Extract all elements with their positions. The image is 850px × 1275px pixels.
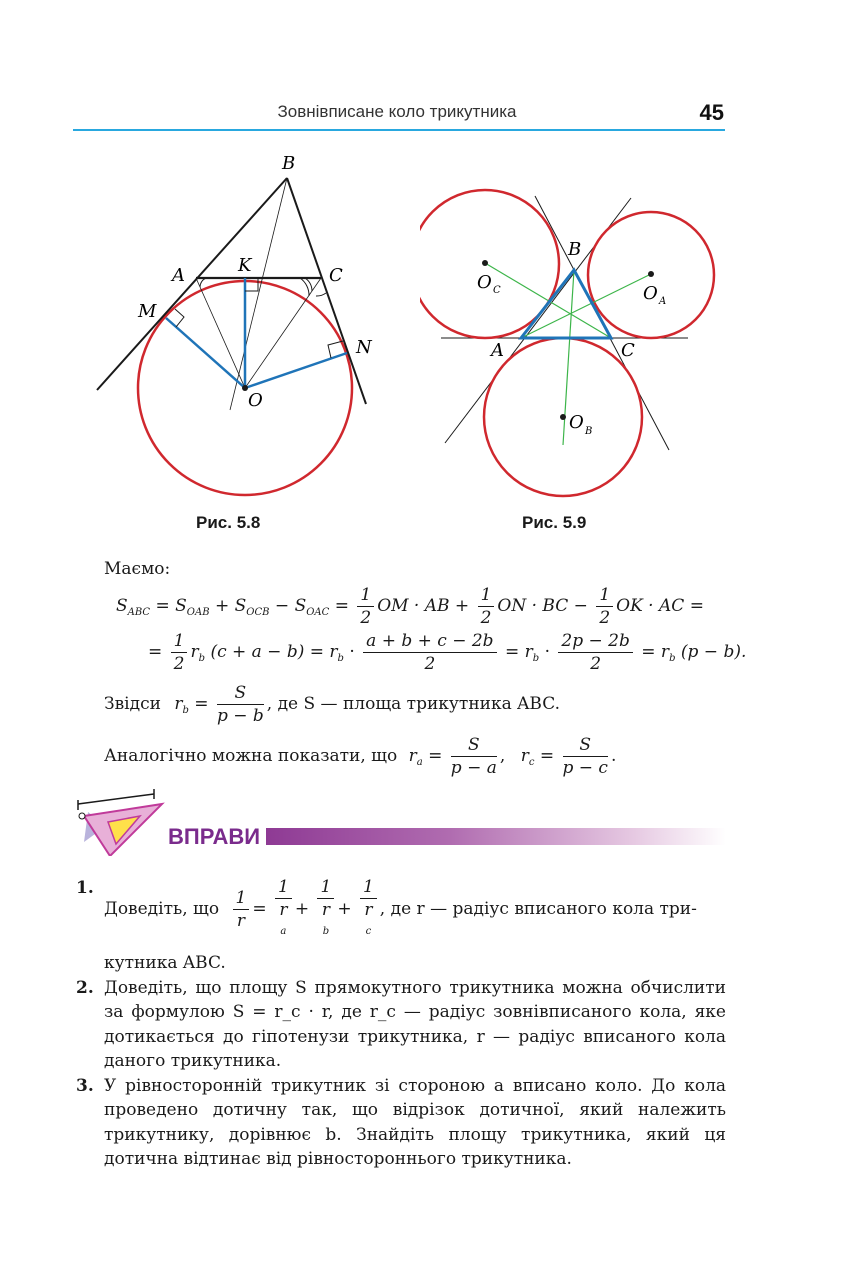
exercise-2: 2. Доведіть, що площу S прямокутного трикутника можна обчислити за формулою S = r_c · r, де r_c — радіус зовнівписаного кола, яке дотикається до гіпотенузи трикутника, r — радіус вписаного кола даного трикутника. <box>76 977 726 1071</box>
label-c: C <box>329 265 343 286</box>
triangle-abc <box>521 270 611 338</box>
label-ob: O <box>569 412 584 433</box>
label-oa: O <box>643 283 658 304</box>
exercises-bar <box>266 828 726 845</box>
text-similar: Аналогічно можна показати, що $r_a$ = $\frac{S}{p - a}$ , $r_c$ = $\frac{S}{p - c}$ . <box>104 735 617 778</box>
text-have: Маємо: <box>104 559 171 579</box>
label-m: M <box>138 301 157 322</box>
bisector-a <box>196 278 245 388</box>
label-ob-sub: B <box>585 426 593 437</box>
figure-5-9 <box>420 140 730 540</box>
angle-mark-a <box>200 278 206 287</box>
angle-mark-c3 <box>316 293 326 296</box>
exercise-1: 1. Доведіть, що $\frac{1}{r}$ = 1 r a + 1 r b + 1 r c , де r — радіус вписаного кола три- кутника ABC. <box>76 877 697 973</box>
equation-1: $S_{ABC} = S_{OAB} + S_{OCB} - S_{OAC}$ = $\frac{1}{2}$ OM · AB + $\frac{1}{2}$ ON · BC − $\frac{1}{2}$ OK · AC = <box>116 585 704 628</box>
label-b: B <box>282 153 296 174</box>
center-oa <box>648 271 654 277</box>
caption-5-9: Рис. 5.9 <box>522 513 587 532</box>
label-b: B <box>568 239 582 260</box>
label-a: A <box>491 340 504 361</box>
label-oc-sub: C <box>493 285 501 296</box>
radius-om <box>166 318 245 388</box>
figure-5-8 <box>0 140 420 540</box>
caption-5-8: Рис. 5.8 <box>196 513 261 532</box>
exercises-icon <box>70 786 170 856</box>
exercises-title: ВПРАВИ <box>168 824 261 849</box>
center-ob <box>560 414 566 420</box>
equation-2: = $\frac{1}{2}$ $r_b$ $(c + a - b) = r_b$ · $\frac{a + b + c - 2b}{2}$ = $r_b$ · $\frac{2p - 2b}{2}$ = $r_b$ (p − b). <box>148 631 747 674</box>
label-oc: O <box>477 272 492 293</box>
running-header: Зовнівписане коло трикутника <box>277 102 517 121</box>
bisector-oa <box>521 274 651 338</box>
radius-on <box>245 353 347 388</box>
label-n: N <box>356 337 372 358</box>
label-c: C <box>621 340 635 361</box>
right-angle-m <box>175 309 184 327</box>
label-o: O <box>248 390 263 411</box>
bisector-c <box>245 278 321 388</box>
exercises-list <box>76 876 726 1172</box>
label-oa-sub: A <box>659 296 667 307</box>
text-hence: Звідси $r_b$ = $\frac{S}{p - b}$ , де S — площа трикутника ABC. <box>104 683 561 726</box>
header-rule <box>73 129 725 131</box>
label-a: A <box>172 265 185 286</box>
center-oc <box>482 260 488 266</box>
bisector-b <box>230 178 287 410</box>
label-k: K <box>238 255 252 276</box>
exercise-3: 3. У рівносторонній трикутник зі стороною a вписано коло. До кола проведено дотичну так, що відрізок дотичної, який належить трикутнику, дорівнює b. Знайдіть площу трикутника, який ця дотична відтинає від рівностороннього трикутника. <box>76 1075 726 1169</box>
page-number: 45 <box>699 100 724 125</box>
